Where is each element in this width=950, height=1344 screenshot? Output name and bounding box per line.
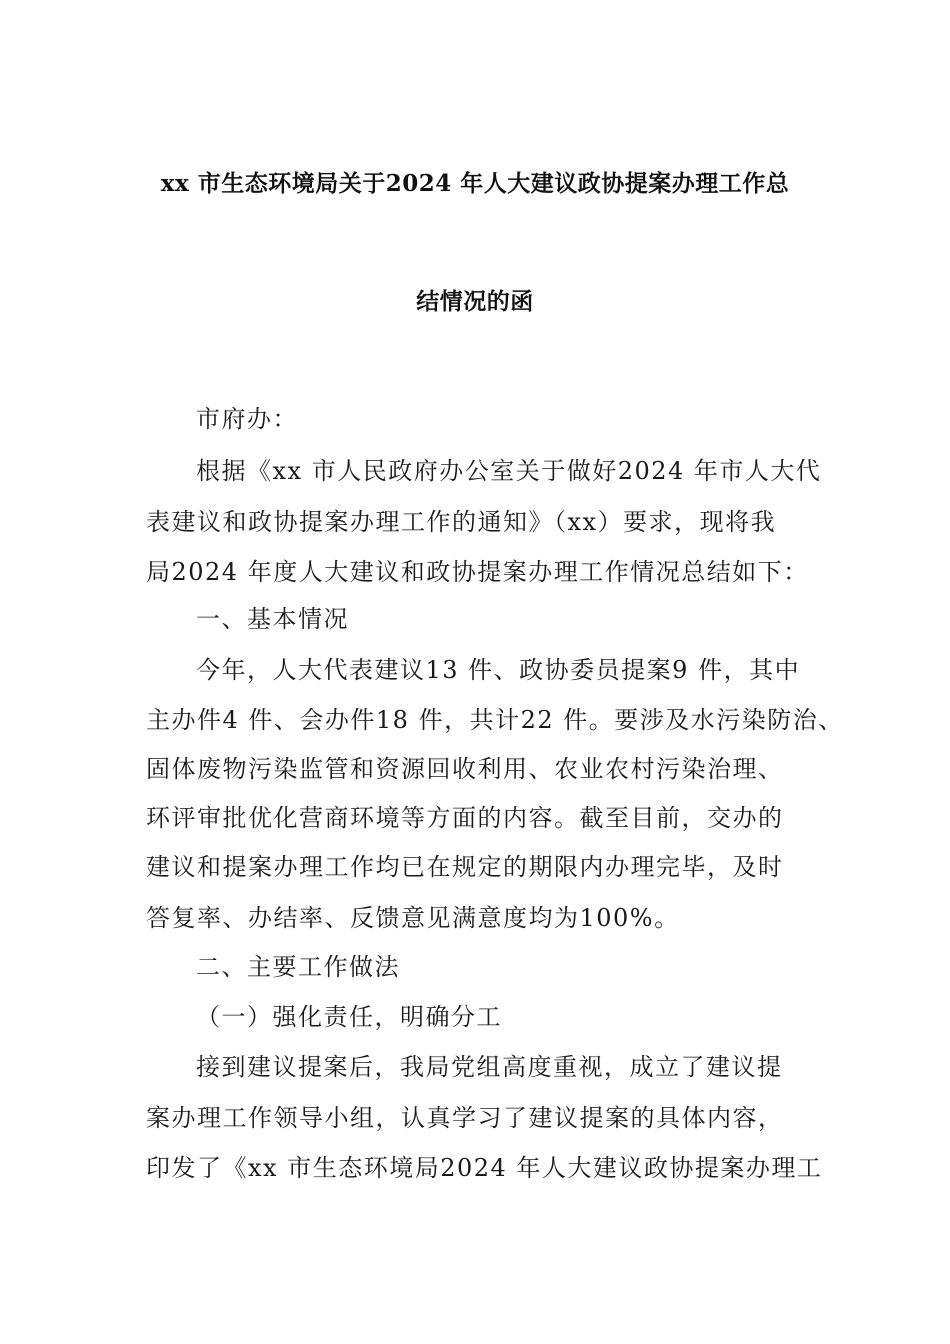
paragraph-line: 印发了《xx 市生态环境局2024 年人大建议政协提案办理工 bbox=[146, 1154, 823, 1182]
paragraph-line: 答复率、办结率、反馈意见满意度均为100%。 bbox=[146, 904, 680, 932]
paragraph-line: 接到建议提案后，我局党组高度重视，成立了建议提 bbox=[196, 1053, 783, 1081]
paragraph-line: 建议和提案办理工作均已在规定的期限内办理完毕，及时 bbox=[146, 853, 784, 881]
intro-line: 表建议和政协提案办理工作的通知》（xx）要求，现将我 bbox=[146, 508, 777, 536]
paragraph-line: 固体废物污染监管和资源回收利用、农业农村污染治理、 bbox=[146, 755, 784, 783]
paragraph-line: 今年，人大代表建议13 件、政协委员提案9 件，其中 bbox=[196, 656, 801, 684]
paragraph-line: 主办件4 件、会办件18 件，共计22 件。要涉及水污染防治、 bbox=[146, 706, 844, 734]
document-title-line-2: 结情况的函 bbox=[416, 288, 534, 315]
paragraph-line: 环评审批优化营商环境等方面的内容。截至目前，交办的 bbox=[146, 804, 784, 832]
section-heading-basic-situation: 一、基本情况 bbox=[196, 605, 349, 633]
document-title-line-1: xx 市生态环境局关于2024 年人大建议政协提案办理工作总 bbox=[160, 170, 790, 197]
intro-line: 根据《xx 市人民政府办公室关于做好2024 年市人大代 bbox=[196, 457, 822, 485]
paragraph-line: 案办理工作领导小组，认真学习了建议提案的具体内容， bbox=[146, 1104, 784, 1132]
subsection-heading: （一）强化责任，明确分工 bbox=[196, 1003, 502, 1031]
section-heading-main-practices: 二、主要工作做法 bbox=[196, 953, 400, 981]
intro-line: 局2024 年度人大建议和政协提案办理工作情况总结如下： bbox=[146, 558, 809, 586]
salutation: 市府办： bbox=[196, 405, 298, 433]
